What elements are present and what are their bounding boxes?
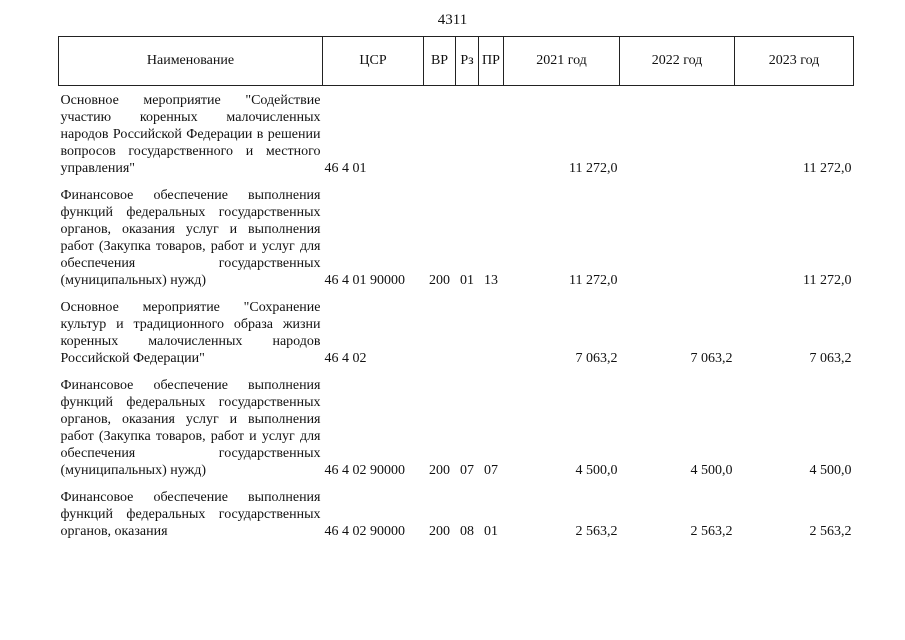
table-row	[59, 187, 854, 289]
budget-table	[58, 36, 854, 540]
row-pr: 13	[484, 273, 498, 288]
row-csr: 46 4 02 90000	[324, 463, 405, 478]
row-pr	[479, 92, 504, 177]
row-2021: 4 500,0	[575, 463, 618, 478]
row-2021: 11 272,0	[569, 273, 618, 288]
row-vr: 200	[429, 273, 450, 288]
row-name: Основное мероприятие "Содействие участию коренных малочисленных народов Российской Федерации в решении вопросов государственного и местного управления"	[60, 93, 321, 176]
table-row	[59, 489, 854, 540]
row-2023: 11 272,0	[803, 161, 852, 176]
row-csr: 46 4 01 90000	[324, 273, 405, 288]
header-pr: ПР	[479, 37, 504, 86]
header-2023: 2023 год	[735, 37, 854, 86]
row-pr: 01	[484, 524, 498, 539]
row-vr	[424, 299, 456, 367]
row-2023: 7 063,2	[809, 351, 852, 366]
row-csr: 46 4 02 90000	[324, 524, 405, 539]
row-2021: 7 063,2	[575, 351, 618, 366]
row-rz: 07	[460, 463, 474, 478]
row-rz: 08	[460, 524, 474, 539]
row-vr: 200	[429, 524, 450, 539]
row-pr	[479, 299, 504, 367]
header-rz: Рз	[456, 37, 479, 86]
row-2022: 7 063,2	[690, 351, 733, 366]
row-2021: 11 272,0	[569, 161, 618, 176]
row-name: Финансовое обеспечение выполнения функций федеральных государственных органов, оказания услуг и выполнения работ (Закупка товаров, работ и услуг для обеспечения государственных (муниципальных) нужд)	[60, 188, 321, 288]
row-rz: 01	[460, 273, 474, 288]
row-pr: 07	[484, 463, 498, 478]
table-row	[59, 299, 854, 367]
row-vr	[424, 92, 456, 177]
row-name: Финансовое обеспечение выполнения функций федеральных государственных органов, оказания	[60, 490, 321, 539]
page-number: 4311	[437, 12, 468, 28]
row-rz	[456, 299, 479, 367]
row-name: Финансовое обеспечение выполнения функций федеральных государственных органов, оказания услуг и выполнения работ (Закупка товаров, работ и услуг для обеспечения государственных (муниципальных) нужд)	[60, 378, 321, 478]
row-2022: 2 563,2	[690, 524, 733, 539]
table-row	[59, 92, 854, 177]
header-name: Наименование	[59, 37, 323, 86]
row-csr: 46 4 02	[324, 351, 367, 366]
row-2022	[620, 92, 735, 177]
row-rz	[456, 92, 479, 177]
table-header	[59, 37, 854, 86]
row-name: Основное мероприятие "Сохранение культур и традиционного образа жизни коренных малочисленных народов Российской Федерации"	[60, 300, 321, 366]
header-vr: ВР	[424, 37, 456, 86]
header-2021: 2021 год	[504, 37, 620, 86]
header-csr: ЦСР	[323, 37, 424, 86]
table-row	[59, 377, 854, 479]
row-2022: 4 500,0	[690, 463, 733, 478]
table-body	[59, 86, 854, 541]
row-csr: 46 4 01	[324, 161, 367, 176]
header-2022: 2022 год	[620, 37, 735, 86]
row-2021: 2 563,2	[575, 524, 618, 539]
row-2023: 11 272,0	[803, 273, 852, 288]
row-2023: 2 563,2	[809, 524, 852, 539]
row-2023: 4 500,0	[809, 463, 852, 478]
row-vr: 200	[429, 463, 450, 478]
row-2022	[620, 187, 735, 289]
